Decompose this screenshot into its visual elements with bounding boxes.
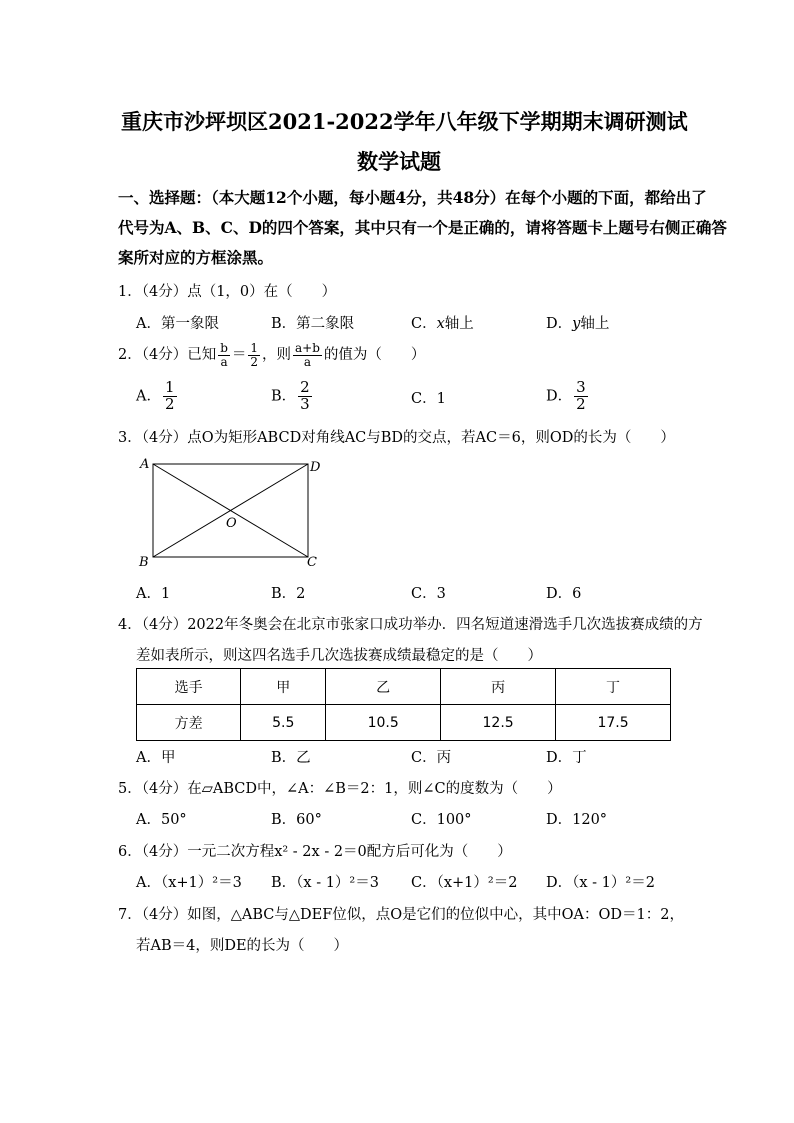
table-cell: 5.5 (241, 705, 326, 741)
q6-option-a: A．（x+1）²＝3 (136, 875, 242, 891)
variance-table (136, 668, 671, 741)
table-cell: 10.5 (326, 705, 441, 741)
table-cell: 选手 (137, 669, 241, 705)
q1-stem: 1．（4分）点（1，0）在（ ） (118, 284, 337, 300)
q1-option-d: D．y轴上 (546, 316, 610, 332)
q4-option-b: B．乙 (271, 750, 311, 766)
page-subtitle: 数学试题 (357, 149, 441, 174)
q7-stem-line1: 7．（4分）如图，△ABC与△DEF位似，点O是它们的位似中心，其中OA：OD＝1：2， (118, 907, 684, 923)
q4-stem-line2: 差如表所示，则这四名选手几次选拔赛成绩最稳定的是（ ） (136, 648, 542, 664)
q2-fraction-apb-over-a: $\frac{a+b}{a}$ (295, 341, 320, 369)
q2-option-c: C．1 (411, 391, 446, 407)
q2-option-a: A． $\frac{1}{2}$ (136, 378, 175, 413)
vertex-label-d: D (310, 460, 321, 475)
q2-stem: 2．（4分）已知 $\frac{b}{a}$ ＝ $\frac{1}{2}$ ，则 $\frac{a+b}{a}$ 的值为（ ） (118, 341, 426, 369)
table-row (137, 669, 671, 705)
q7-stem-line2: 若AB＝4，则DE的长为（ ） (136, 938, 349, 954)
vertex-label-c: C (307, 555, 317, 570)
q4-option-d: D．丁 (546, 750, 587, 766)
q5-option-c: C．100° (411, 812, 472, 828)
q3-option-a: A．1 (136, 586, 171, 602)
center-label-o: O (226, 516, 237, 531)
q5-option-d: D．120° (546, 812, 608, 828)
table-cell: 17.5 (556, 705, 671, 741)
q5-option-a: A．50° (136, 812, 187, 828)
q6-option-d: D．（x - 1）²＝2 (546, 875, 655, 891)
q4-option-c: C．丙 (411, 750, 452, 766)
section-heading-line1: 一、选择题：（本大题12个小题，每小题4分，共48分）在每个小题的下面，都给出了 (118, 188, 707, 207)
q2-option-b: B． $\frac{2}{3}$ (271, 378, 310, 413)
table-row (137, 705, 671, 741)
q6-option-c: C．（x+1）²＝2 (411, 875, 518, 891)
q4-stem-line1: 4．（4分）2022年冬奥会在北京市张家口成功举办．四名短道速滑选手几次选拔赛成绩的方 (118, 617, 703, 633)
q4-option-a: A．甲 (136, 750, 176, 766)
table-cell: 乙 (326, 669, 441, 705)
vertex-label-a: A (140, 457, 150, 472)
page-title: 重庆市沙坪坝区2021-2022学年八年级下学期期末调研测试 (121, 109, 688, 134)
q3-stem: 3．（4分）点O为矩形ABCD对角线AC与BD的交点，若AC＝6，则OD的长为（ ） (118, 430, 675, 446)
q6-option-b: B．（x - 1）²＝3 (271, 875, 379, 891)
q3-option-c: C．3 (411, 586, 446, 602)
section-heading-line3: 案所对应的方框涂黑。 (118, 248, 274, 267)
q1-option-a: A．第一象限 (136, 316, 219, 332)
vertex-label-b: B (139, 555, 149, 570)
q5-stem: 5．（4分）在▱ABCD中，∠A：∠B＝2：1，则∠C的度数为（ ） (118, 781, 562, 797)
section-heading-line2: 代号为A、B、C、D的四个答案，其中只有一个是正确的，请将答题卡上题号右侧正确答 (118, 218, 727, 237)
table-cell: 丙 (441, 669, 556, 705)
q3-option-d: D．6 (546, 586, 582, 602)
table-cell: 12.5 (441, 705, 556, 741)
q6-stem: 6．（4分）一元二次方程x² - 2x - 2＝0配方后可化为（ ） (118, 844, 512, 860)
q3-option-b: B．2 (271, 586, 306, 602)
table-cell: 丁 (556, 669, 671, 705)
q3-rectangle-figure (130, 452, 330, 574)
q1-option-c: C．x轴上 (411, 316, 474, 332)
q2-fraction-one-half: $\frac{1}{2}$ (250, 341, 259, 369)
table-cell: 甲 (241, 669, 326, 705)
q1-option-b: B．第二象限 (271, 316, 355, 332)
q2-fraction-b-over-a: $\frac{b}{a}$ (220, 341, 228, 369)
q5-option-b: B．60° (271, 812, 322, 828)
q2-option-d: D． $\frac{3}{2}$ (546, 378, 586, 413)
table-cell: 方差 (137, 705, 241, 741)
